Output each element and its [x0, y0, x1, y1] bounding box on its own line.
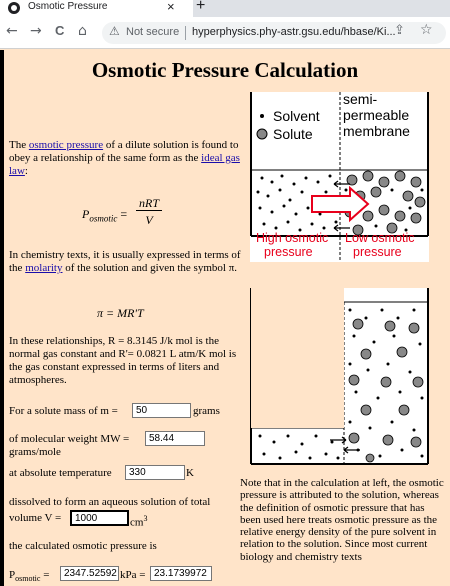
molecular-weight-input[interactable]: 58.44	[145, 431, 205, 446]
temperature-unit: K	[186, 467, 194, 479]
volume-unit-exponent: 3	[143, 514, 148, 523]
address-bar[interactable]	[102, 22, 446, 44]
low-pressure-label-1: Low osmotic	[345, 231, 415, 245]
browser-tab[interactable]	[0, 0, 193, 17]
intro-text: The	[9, 139, 29, 151]
osmotic-pressure-link[interactable]: osmotic pressure	[28, 139, 104, 151]
membrane-label-2: permeable	[343, 107, 410, 123]
molarity-link[interactable]: molarity	[25, 262, 63, 274]
membrane-label-1: semi-	[343, 92, 378, 107]
pressure-kpa-output[interactable]: 2347.52592	[60, 566, 119, 581]
page-border	[0, 50, 4, 586]
chem-text: of the solution and given the symbol π.	[62, 262, 237, 274]
molarity-formula: π = MR'T	[97, 306, 144, 320]
kpa-unit: kPa =	[120, 569, 146, 581]
globe-icon	[8, 2, 20, 14]
formula-p: P	[82, 207, 90, 221]
volume-unit-text: cm	[130, 516, 144, 529]
p-equals: =	[40, 569, 50, 581]
home-button[interactable]: ⌂	[78, 23, 87, 39]
temperature-label: at absolute temperature	[9, 467, 112, 479]
chem-text: In chemistry texts, it is usually expressed in terms of the	[9, 249, 241, 274]
osmotic-formula	[82, 207, 127, 223]
back-button[interactable]: ←	[6, 23, 18, 39]
mass-label: For a solute mass of m =	[9, 405, 118, 417]
legend-solvent: Solvent	[273, 108, 320, 124]
volume-label-2: volume V =	[9, 512, 62, 524]
p-subscript: osmotic	[15, 574, 41, 584]
browser-toolbar	[0, 17, 450, 49]
mass-unit: grams	[193, 405, 220, 417]
ideal-gas-law-link[interactable]: ideal gas law	[9, 152, 240, 177]
constants-paragraph: In these relationships, R = 8.3145 J/k mol is the normal gas constant and R'= 0.0821 L atm/K mol is the gas constant expressed in terms of liters and atmospheres.	[9, 335, 237, 386]
mw-unit: grams/mole	[9, 446, 61, 458]
solvent-legend-dot	[260, 114, 264, 118]
note-paragraph: Note that in the calculation at left, the osmotic pressure is attributed to the solution, whereas the definition of osmotic pressure that has been used here treats osmotic pressure as the relative energy density of the pure solvent in relation to the solution. Since most current biology and chemistry texts	[240, 477, 444, 563]
result-p-label	[9, 569, 49, 585]
formula-denominator: V	[145, 213, 153, 227]
high-pressure-label-2: pressure	[264, 245, 313, 259]
temperature-input[interactable]: 330	[125, 465, 185, 480]
solute-legend-dot	[257, 129, 267, 139]
formula-eq: =	[117, 207, 128, 221]
membrane-label-3: membrane	[343, 123, 410, 139]
chemistry-paragraph	[9, 249, 241, 275]
osmosis-diagram	[250, 92, 430, 470]
tab-close-button[interactable]: ×	[167, 0, 175, 14]
mw-label: of molecular weight MW =	[9, 433, 130, 445]
formula-numerator: nRT	[136, 196, 162, 211]
tab-title: Osmotic Pressure	[28, 1, 108, 12]
tab-bar	[0, 0, 450, 17]
url-text[interactable]: hyperphysics.phy-astr.gsu.edu/hbase/Ki...	[192, 26, 396, 38]
volume-label: dissolved to form an aqueous solution of total	[9, 496, 211, 508]
result-label: the calculated osmotic pressure is	[9, 540, 157, 552]
mass-input[interactable]: 50	[132, 403, 191, 418]
page-title: Osmotic Pressure Calculation	[91, 58, 359, 82]
share-icon[interactable]: ⇪	[394, 23, 405, 38]
empty-left-region	[251, 288, 344, 428]
p-symbol: P	[9, 569, 16, 581]
pressure-atm-output[interactable]: 23.1739972	[150, 566, 212, 581]
forward-button[interactable]: →	[30, 23, 42, 39]
high-pressure-label-1: High osmotic	[256, 231, 329, 245]
intro-text: :	[24, 165, 28, 177]
low-pressure-label-2: pressure	[353, 245, 402, 259]
legend-solute: Solute	[273, 126, 313, 142]
reload-button[interactable]: C	[55, 23, 65, 38]
star-icon[interactable]: ☆	[420, 22, 433, 38]
formula-sub: osmotic	[89, 213, 118, 224]
new-tab-button[interactable]: +	[196, 0, 206, 14]
volume-unit	[130, 512, 147, 530]
warning-icon: ⚠	[109, 24, 120, 38]
intro-text: of a dilute solution is found to obey a relationship of the same form as the	[9, 139, 239, 164]
omnibox-divider	[185, 26, 186, 40]
volume-input[interactable]: 1000	[70, 510, 129, 526]
intro-paragraph	[9, 139, 241, 178]
security-label: Not secure	[126, 26, 180, 38]
